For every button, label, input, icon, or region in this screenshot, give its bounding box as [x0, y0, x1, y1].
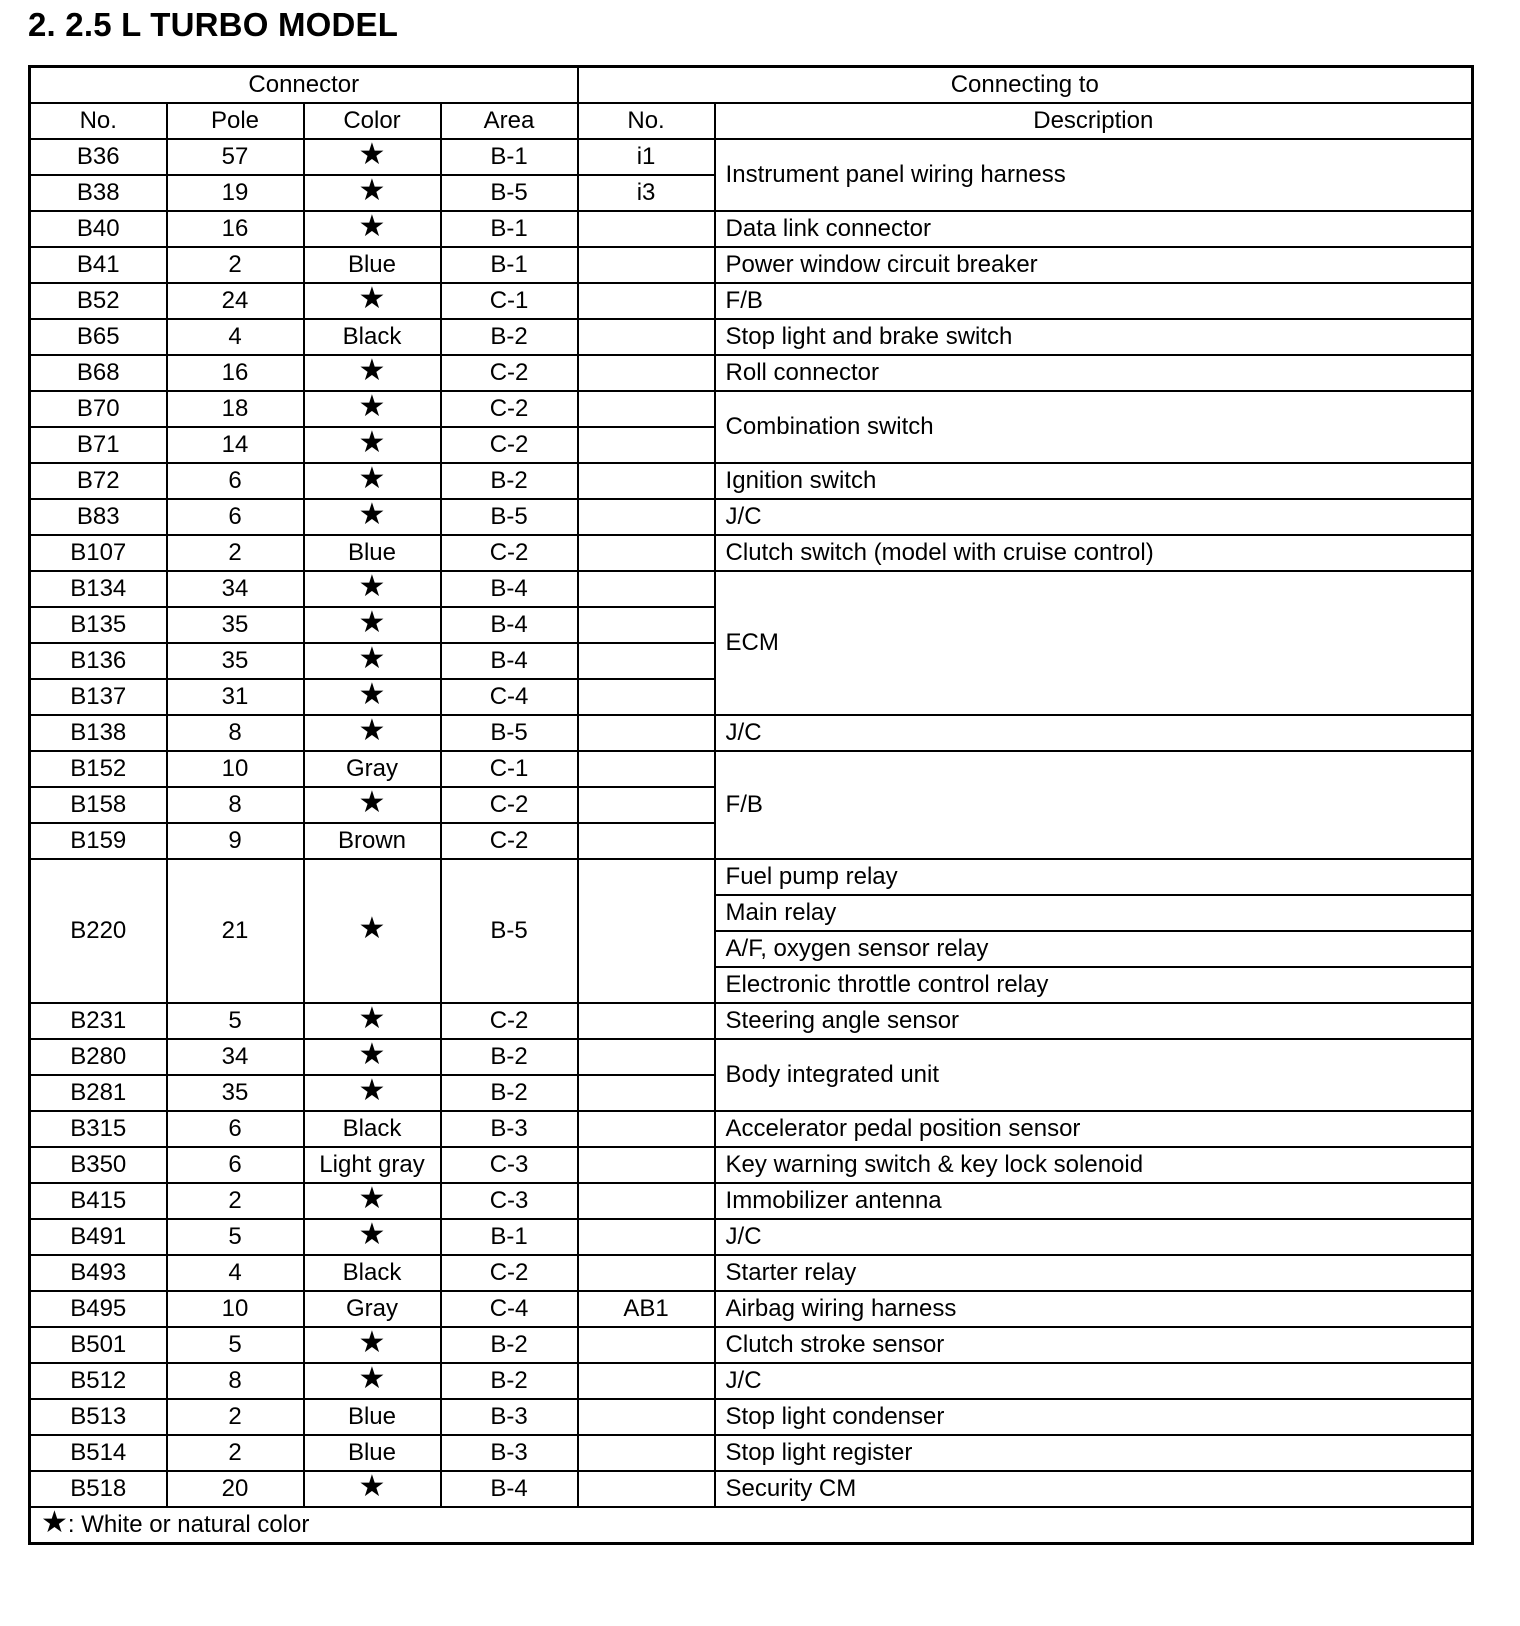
cell-to-no [578, 715, 715, 751]
cell-area: C-1 [441, 283, 578, 319]
cell-pole: 35 [167, 607, 304, 643]
cell-description: Power window circuit breaker [715, 247, 1473, 283]
column-header-description: Description [715, 103, 1473, 139]
cell-pole: 4 [167, 319, 304, 355]
cell-no: B513 [30, 1399, 167, 1435]
table-row [30, 1111, 1473, 1147]
table-row [30, 1399, 1473, 1435]
cell-description: J/C [715, 1219, 1473, 1255]
cell-color [304, 715, 441, 751]
cell-pole: 18 [167, 391, 304, 427]
cell-no: B518 [30, 1471, 167, 1507]
star-icon: ★ [358, 1218, 386, 1251]
cell-color [304, 247, 441, 283]
cell-pole: 2 [167, 247, 304, 283]
color-value: Black [342, 1115, 402, 1142]
cell-pole: 31 [167, 679, 304, 715]
table-row [30, 1255, 1473, 1291]
cell-area: C-2 [441, 355, 578, 391]
cell-area: B-5 [441, 715, 578, 751]
star-icon: ★ [358, 1038, 386, 1071]
cell-no: B220 [30, 859, 167, 1003]
cell-to-no [578, 1003, 715, 1039]
cell-no: B71 [30, 427, 167, 463]
cell-pole: 21 [167, 859, 304, 1003]
cell-area: B-2 [441, 319, 578, 355]
cell-to-no [578, 499, 715, 535]
cell-area: C-2 [441, 535, 578, 571]
cell-pole: 2 [167, 1183, 304, 1219]
star-icon: ★ [358, 714, 386, 747]
cell-color [304, 571, 441, 607]
star-icon: ★ [358, 1362, 386, 1395]
table-row [30, 1183, 1473, 1219]
cell-description: Steering angle sensor [715, 1003, 1473, 1039]
cell-description: Instrument panel wiring harness [715, 139, 1473, 211]
table-row [30, 139, 1473, 175]
cell-color [304, 1219, 441, 1255]
cell-description: Data link connector [715, 211, 1473, 247]
cell-no: B280 [30, 1039, 167, 1075]
cell-pole: 6 [167, 1147, 304, 1183]
cell-color [304, 1039, 441, 1075]
cell-to-no [578, 1471, 715, 1507]
cell-area: C-2 [441, 391, 578, 427]
cell-pole: 16 [167, 211, 304, 247]
color-value: Brown [337, 827, 407, 854]
cell-area: B-5 [441, 175, 578, 211]
color-value: Gray [345, 1295, 398, 1322]
cell-no: B65 [30, 319, 167, 355]
cell-to-no [578, 247, 715, 283]
cell-no: B83 [30, 499, 167, 535]
cell-area: B-4 [441, 643, 578, 679]
cell-no: B107 [30, 535, 167, 571]
column-header-row [30, 103, 1473, 139]
cell-description: Electronic throttle control relay [715, 967, 1473, 1003]
cell-to-no [578, 463, 715, 499]
cell-area: B-4 [441, 571, 578, 607]
table-row [30, 247, 1473, 283]
cell-description: J/C [715, 1363, 1473, 1399]
cell-to-no [578, 283, 715, 319]
table-row [30, 1219, 1473, 1255]
cell-pole: 8 [167, 1363, 304, 1399]
cell-color [304, 607, 441, 643]
star-icon: ★ [358, 174, 386, 207]
cell-pole: 19 [167, 175, 304, 211]
table-row [30, 1471, 1473, 1507]
legend [30, 1507, 1473, 1544]
table-row [30, 715, 1473, 751]
cell-color [304, 391, 441, 427]
cell-to-no [578, 751, 715, 787]
cell-color [304, 283, 441, 319]
cell-pole: 24 [167, 283, 304, 319]
column-header-pole: Pole [167, 103, 304, 139]
cell-area: B-1 [441, 211, 578, 247]
cell-to-no [578, 1075, 715, 1111]
cell-color [304, 1327, 441, 1363]
cell-description: Immobilizer antenna [715, 1183, 1473, 1219]
cell-no: B231 [30, 1003, 167, 1039]
table-row [30, 751, 1473, 787]
cell-description: Key warning switch & key lock solenoid [715, 1147, 1473, 1183]
cell-color [304, 1111, 441, 1147]
cell-to-no [578, 787, 715, 823]
cell-description: Accelerator pedal position sensor [715, 1111, 1473, 1147]
cell-no: B281 [30, 1075, 167, 1111]
cell-color [304, 1435, 441, 1471]
cell-pole: 2 [167, 535, 304, 571]
cell-pole: 2 [167, 1435, 304, 1471]
cell-area: B-3 [441, 1435, 578, 1471]
cell-to-no [578, 1147, 715, 1183]
cell-color [304, 535, 441, 571]
table-row [30, 463, 1473, 499]
table-row [30, 1435, 1473, 1471]
cell-pole: 35 [167, 643, 304, 679]
cell-pole: 5 [167, 1219, 304, 1255]
table-row [30, 1327, 1473, 1363]
cell-area: B-2 [441, 1327, 578, 1363]
cell-to-no [578, 211, 715, 247]
star-icon: ★ [358, 210, 386, 243]
cell-area: B-2 [441, 1039, 578, 1075]
cell-description: Stop light register [715, 1435, 1473, 1471]
star-icon: ★ [358, 390, 386, 423]
table-row [30, 1147, 1473, 1183]
cell-no: B136 [30, 643, 167, 679]
cell-area: B-2 [441, 1075, 578, 1111]
cell-to-no [578, 679, 715, 715]
cell-color [304, 427, 441, 463]
cell-pole: 34 [167, 571, 304, 607]
cell-pole: 34 [167, 1039, 304, 1075]
cell-pole: 6 [167, 499, 304, 535]
color-value: Light gray [319, 1151, 425, 1178]
cell-color [304, 1003, 441, 1039]
cell-no: B40 [30, 211, 167, 247]
cell-pole: 35 [167, 1075, 304, 1111]
column-header-to-no: No. [578, 103, 715, 139]
cell-area: C-2 [441, 1003, 578, 1039]
cell-to-no [578, 1219, 715, 1255]
cell-to-no [578, 1363, 715, 1399]
star-icon: ★ [358, 786, 386, 819]
cell-color [304, 1147, 441, 1183]
cell-area: C-4 [441, 679, 578, 715]
star-icon: ★ [358, 642, 386, 675]
cell-color [304, 1471, 441, 1507]
cell-pole: 8 [167, 787, 304, 823]
cell-pole: 8 [167, 715, 304, 751]
table-row [30, 1291, 1473, 1327]
cell-color [304, 1399, 441, 1435]
cell-area: C-4 [441, 1291, 578, 1327]
cell-to-no [578, 427, 715, 463]
cell-to-no [578, 1183, 715, 1219]
cell-pole: 6 [167, 463, 304, 499]
star-icon: ★ [358, 912, 386, 945]
cell-area: B-2 [441, 463, 578, 499]
cell-to-no [578, 391, 715, 427]
table-row [30, 355, 1473, 391]
color-value: Black [342, 323, 402, 350]
cell-description: Fuel pump relay [715, 859, 1473, 895]
cell-no: B72 [30, 463, 167, 499]
cell-no: B514 [30, 1435, 167, 1471]
cell-to-no [578, 859, 715, 1003]
table-row [30, 859, 1473, 895]
cell-to-no [578, 1039, 715, 1075]
cell-color [304, 1291, 441, 1327]
cell-no: B350 [30, 1147, 167, 1183]
table-row [30, 535, 1473, 571]
cell-color [304, 355, 441, 391]
star-icon: ★ [358, 426, 386, 459]
table-row [30, 1363, 1473, 1399]
star-icon: ★ [358, 570, 386, 603]
cell-no: B137 [30, 679, 167, 715]
group-header-connector: Connector [30, 67, 578, 104]
group-header-row [30, 67, 1473, 104]
star-icon: ★ [358, 498, 386, 531]
cell-area: B-3 [441, 1111, 578, 1147]
star-icon: ★ [41, 1506, 68, 1539]
cell-no: B495 [30, 1291, 167, 1327]
cell-color [304, 751, 441, 787]
star-icon: ★ [358, 606, 386, 639]
star-icon: ★ [358, 1470, 386, 1503]
cell-color [304, 643, 441, 679]
cell-no: B38 [30, 175, 167, 211]
cell-to-no: AB1 [578, 1291, 715, 1327]
cell-pole: 9 [167, 823, 304, 859]
cell-pole: 57 [167, 139, 304, 175]
cell-description: Stop light and brake switch [715, 319, 1473, 355]
star-icon: ★ [358, 462, 386, 495]
table-body [30, 139, 1473, 1507]
cell-to-no [578, 643, 715, 679]
color-value: Blue [347, 1403, 397, 1430]
cell-no: B41 [30, 247, 167, 283]
cell-color [304, 679, 441, 715]
cell-color [304, 319, 441, 355]
cell-description: Clutch switch (model with cruise control) [715, 535, 1473, 571]
cell-description: Roll connector [715, 355, 1473, 391]
connector-table [28, 65, 1474, 1545]
cell-no: B415 [30, 1183, 167, 1219]
cell-color [304, 859, 441, 1003]
cell-description: F/B [715, 751, 1473, 859]
cell-area: C-2 [441, 1255, 578, 1291]
cell-no: B512 [30, 1363, 167, 1399]
table-row [30, 1003, 1473, 1039]
cell-to-no [578, 823, 715, 859]
color-value: Black [342, 1259, 402, 1286]
cell-description: Security CM [715, 1471, 1473, 1507]
table-row [30, 571, 1473, 607]
cell-area: B-5 [441, 499, 578, 535]
cell-color [304, 1255, 441, 1291]
cell-to-no [578, 319, 715, 355]
cell-description: A/F, oxygen sensor relay [715, 931, 1473, 967]
cell-description: Ignition switch [715, 463, 1473, 499]
cell-description: Clutch stroke sensor [715, 1327, 1473, 1363]
cell-color [304, 175, 441, 211]
cell-to-no [578, 1327, 715, 1363]
cell-area: B-3 [441, 1399, 578, 1435]
cell-color [304, 139, 441, 175]
cell-pole: 20 [167, 1471, 304, 1507]
cell-description: Main relay [715, 895, 1473, 931]
cell-no: B493 [30, 1255, 167, 1291]
star-icon: ★ [358, 1326, 386, 1359]
cell-pole: 2 [167, 1399, 304, 1435]
legend-text: : White or natural color [67, 1511, 310, 1538]
cell-description: Starter relay [715, 1255, 1473, 1291]
cell-no: B36 [30, 139, 167, 175]
cell-description: J/C [715, 499, 1473, 535]
cell-to-no [578, 1255, 715, 1291]
star-icon: ★ [358, 138, 386, 171]
star-icon: ★ [358, 1002, 386, 1035]
legend-row [30, 1507, 1473, 1544]
cell-pole: 6 [167, 1111, 304, 1147]
cell-no: B501 [30, 1327, 167, 1363]
cell-description: Body integrated unit [715, 1039, 1473, 1111]
cell-area: C-2 [441, 823, 578, 859]
table-row [30, 391, 1473, 427]
cell-to-no [578, 1111, 715, 1147]
cell-to-no [578, 571, 715, 607]
column-header-area: Area [441, 103, 578, 139]
color-value: Blue [347, 539, 397, 566]
cell-to-no: i1 [578, 139, 715, 175]
cell-area: B-1 [441, 139, 578, 175]
table-row [30, 499, 1473, 535]
cell-color [304, 211, 441, 247]
cell-no: B52 [30, 283, 167, 319]
cell-no: B134 [30, 571, 167, 607]
cell-area: B-2 [441, 1363, 578, 1399]
table-row [30, 283, 1473, 319]
cell-to-no [578, 1435, 715, 1471]
table-row [30, 319, 1473, 355]
cell-no: B135 [30, 607, 167, 643]
cell-color [304, 823, 441, 859]
cell-pole: 5 [167, 1003, 304, 1039]
color-value: Blue [347, 251, 397, 278]
cell-no: B152 [30, 751, 167, 787]
table-row [30, 211, 1473, 247]
cell-color [304, 1075, 441, 1111]
star-icon: ★ [358, 282, 386, 315]
cell-area: C-2 [441, 427, 578, 463]
star-icon: ★ [358, 678, 386, 711]
cell-color [304, 1183, 441, 1219]
cell-area: B-1 [441, 1219, 578, 1255]
cell-color [304, 499, 441, 535]
cell-description: ECM [715, 571, 1473, 715]
section-title: 2. 2.5 L TURBO MODEL [28, 6, 399, 43]
cell-to-no [578, 607, 715, 643]
cell-area: B-4 [441, 607, 578, 643]
cell-to-no [578, 1399, 715, 1435]
column-header-color: Color [304, 103, 441, 139]
star-icon: ★ [358, 1182, 386, 1215]
cell-description: J/C [715, 715, 1473, 751]
column-header-no: No. [30, 103, 167, 139]
cell-pole: 16 [167, 355, 304, 391]
cell-pole: 10 [167, 1291, 304, 1327]
cell-to-no [578, 355, 715, 391]
cell-no: B158 [30, 787, 167, 823]
cell-color [304, 463, 441, 499]
cell-no: B315 [30, 1111, 167, 1147]
cell-no: B159 [30, 823, 167, 859]
cell-description: Combination switch [715, 391, 1473, 463]
color-value: Gray [345, 755, 398, 782]
cell-area: B-1 [441, 247, 578, 283]
cell-color [304, 787, 441, 823]
cell-pole: 5 [167, 1327, 304, 1363]
cell-color [304, 1363, 441, 1399]
table-row [30, 1039, 1473, 1075]
cell-to-no [578, 535, 715, 571]
cell-description: F/B [715, 283, 1473, 319]
cell-area: C-1 [441, 751, 578, 787]
cell-area: B-4 [441, 1471, 578, 1507]
cell-description: Airbag wiring harness [715, 1291, 1473, 1327]
cell-pole: 4 [167, 1255, 304, 1291]
cell-area: C-3 [441, 1147, 578, 1183]
cell-no: B138 [30, 715, 167, 751]
star-icon: ★ [358, 354, 386, 387]
group-header-connecting-to: Connecting to [578, 67, 1473, 104]
color-value: Blue [347, 1439, 397, 1466]
cell-no: B491 [30, 1219, 167, 1255]
cell-area: C-3 [441, 1183, 578, 1219]
star-icon: ★ [358, 1074, 386, 1107]
cell-pole: 14 [167, 427, 304, 463]
cell-no: B68 [30, 355, 167, 391]
cell-pole: 10 [167, 751, 304, 787]
cell-area: B-5 [441, 859, 578, 1003]
cell-no: B70 [30, 391, 167, 427]
cell-description: Stop light condenser [715, 1399, 1473, 1435]
cell-to-no: i3 [578, 175, 715, 211]
cell-area: C-2 [441, 787, 578, 823]
